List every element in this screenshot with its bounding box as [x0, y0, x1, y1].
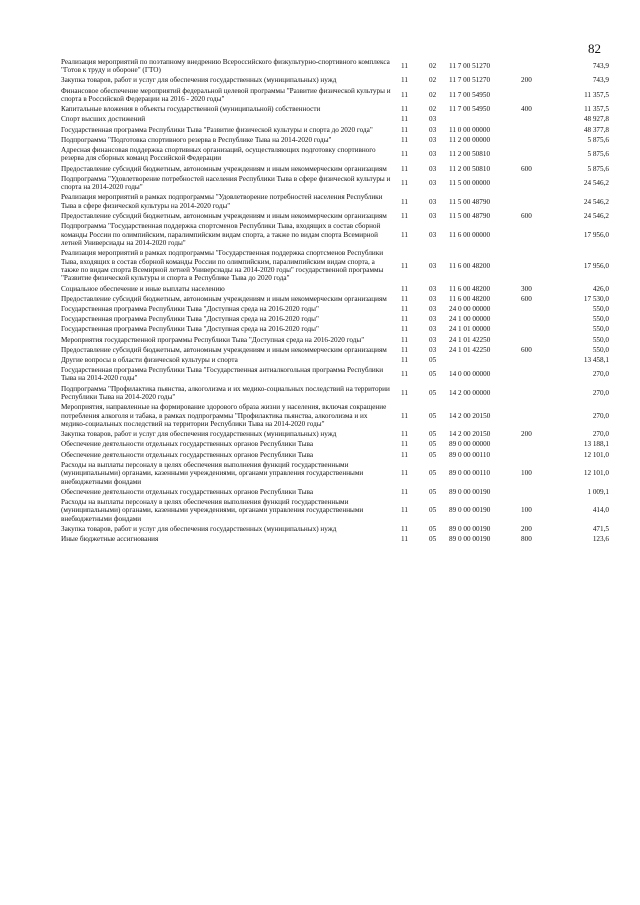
row-expense-type: 200: [521, 430, 532, 439]
row-section-code: 11: [401, 284, 408, 293]
row-description: Закупка товаров, работ и услуг для обеспечения государственных (муниципальных) нужд: [61, 76, 337, 85]
row-target-article: 24 1 01 00000: [449, 325, 491, 334]
row-expense-type: [521, 248, 551, 283]
row-subsection-code: 03: [429, 315, 437, 324]
row-amount: 270,0: [592, 388, 609, 397]
row-amount: 5 875,6: [587, 150, 609, 159]
row-amount: 24 546,2: [583, 179, 609, 187]
row-description: Капитальные вложения в объекты государственной (муниципальной) собственности: [61, 105, 321, 114]
row-section-code: 11: [401, 525, 408, 534]
row-target-article: 89 0 00 00190: [449, 525, 491, 534]
row-section-code: 11: [401, 115, 408, 124]
row-target-article: [449, 115, 521, 125]
budget-table: [61, 57, 609, 545]
row-subsection-code: 03: [429, 294, 437, 303]
row-target-article: 89 0 00 00190: [449, 487, 491, 496]
row-subsection-code: 03: [429, 335, 437, 344]
row-amount: 270,0: [592, 411, 609, 420]
row-subsection-code: 05: [429, 388, 437, 397]
row-section-code: 11: [401, 150, 408, 159]
row-expense-type: [521, 115, 551, 125]
row-amount: 414,0: [592, 506, 609, 515]
row-description: Мероприятия, направленные на формирование здорового образа жизни у населения, включая сокращение потребления алкоголя и табака, в рамках подпрограммы "Профилактика пьянства, алкоголизма и их медико-социальных последствий на территории Республики Тыва на 2014-2020 годы": [61, 403, 387, 429]
row-description: Подпрограмма "Подготовка спортивного резерва в Республике Тыва на 2014-2020 годы": [61, 135, 332, 144]
table-row: [61, 402, 609, 429]
row-expense-type: [521, 86, 551, 105]
row-subsection-code: 02: [429, 90, 437, 99]
table-row: [61, 450, 609, 460]
row-section-code: 11: [401, 440, 408, 449]
row-section-code: 11: [401, 62, 408, 71]
row-section-code: 11: [401, 506, 408, 515]
row-subsection-code: 02: [429, 105, 437, 114]
row-expense-type: 600: [521, 211, 532, 220]
row-subsection-code: 03: [429, 325, 437, 334]
row-subsection-code: 03: [429, 211, 437, 220]
row-description: Обеспечение деятельности отдельных государственных органов Республики Тыва: [61, 450, 314, 459]
row-amount: 13 458,1: [583, 355, 609, 364]
row-description: Закупка товаров, работ и услуг для обеспечения государственных (муниципальных) нужд: [61, 430, 337, 439]
table-row: [61, 355, 609, 365]
row-target-article: [449, 355, 521, 365]
table-row: [61, 487, 609, 497]
row-subsection-code: 05: [429, 525, 437, 534]
row-section-code: 11: [401, 355, 408, 364]
row-subsection-code: 05: [429, 411, 437, 420]
table-row: [61, 294, 609, 304]
row-target-article: 89 0 00 00110: [449, 469, 491, 478]
row-section-code: 11: [401, 469, 408, 478]
row-section-code: 11: [401, 76, 408, 85]
table-row: [61, 345, 609, 355]
row-section-code: 11: [401, 430, 408, 439]
row-target-article: 11 2 00 50810: [449, 164, 491, 173]
table-row: [61, 221, 609, 248]
row-subsection-code: 03: [429, 135, 437, 144]
row-subsection-code: 03: [429, 230, 437, 239]
row-subsection-code: 03: [429, 261, 437, 270]
table-row: [61, 115, 609, 125]
row-expense-type: [521, 440, 551, 450]
row-expense-type: [521, 324, 551, 334]
row-section-code: 11: [401, 135, 408, 144]
row-target-article: 89 0 00 00000: [449, 440, 491, 449]
row-description: Предоставление субсидий бюджетным, автономным учреждениям и иным некоммерческим организациям: [61, 211, 387, 220]
row-amount: 471,5: [592, 525, 609, 534]
row-amount: 550,0: [592, 345, 609, 354]
row-section-code: 11: [401, 388, 408, 397]
table-row: [61, 524, 609, 534]
row-description: Обеспечение деятельности отдельных государственных органов Республики Тыва: [61, 487, 314, 496]
row-target-article: 11 0 00 00000: [449, 125, 491, 134]
table-row: [61, 284, 609, 294]
row-description: Закупка товаров, работ и услуг для обеспечения государственных (муниципальных) нужд: [61, 525, 337, 534]
row-section-code: 11: [401, 487, 408, 496]
row-subsection-code: 05: [429, 506, 437, 515]
row-target-article: 14 2 00 00000: [449, 388, 491, 397]
row-subsection-code: 03: [429, 304, 437, 313]
budget-table-body: [61, 57, 609, 545]
row-section-code: 11: [401, 211, 408, 220]
row-amount: 11 357,5: [584, 90, 609, 99]
row-description: Мероприятия государственной программы Республики Тыва "Доступная среда на 2016-2020 годы": [61, 335, 365, 344]
table-row: [61, 335, 609, 345]
row-expense-type: [521, 193, 551, 212]
row-subsection-code: 03: [429, 115, 437, 124]
row-description: Реализация мероприятий в рамках подпрограммы "Государственная поддержка спортсменов Республики Тыва, входящих в состав сборной команды России по олимпийским, паралимпийским видам спорта, а также по видам спорта Всемирной летней Универсиады на 2014-2020 годы" государственной программы "Развитие физической культуры и спорта в Республике Тыва до 2020 года": [61, 249, 384, 283]
table-row: [61, 384, 609, 403]
row-amount: 12 101,0: [583, 469, 609, 478]
row-expense-type: 300: [521, 284, 532, 293]
row-target-article: 24 0 00 00000: [449, 304, 491, 313]
row-subsection-code: 05: [429, 355, 437, 364]
row-section-code: 11: [401, 335, 408, 344]
row-expense-type: [521, 402, 551, 429]
row-expense-type: [521, 487, 551, 497]
row-description: Государственная программа Республики Тыва "Государственная антиалкогольная программа Республики Тыва на 2014-2020 годы": [61, 366, 384, 383]
row-amount: 123,6: [592, 535, 609, 544]
row-description: Государственная программа Республики Тыва "Доступная среда на 2016-2020 годы": [61, 325, 319, 334]
row-section-code: 11: [401, 370, 408, 379]
row-section-code: 11: [401, 125, 408, 134]
row-subsection-code: 05: [429, 450, 437, 459]
row-amount: 13 188,1: [583, 440, 609, 449]
row-target-article: 11 5 00 00000: [449, 179, 491, 187]
row-target-article: 11 6 00 00000: [449, 230, 491, 239]
row-target-article: 11 7 00 51270: [449, 62, 491, 71]
row-amount: 17 530,0: [583, 294, 609, 303]
row-section-code: 11: [401, 261, 408, 270]
row-expense-type: 100: [521, 469, 532, 478]
row-target-article: 11 7 00 54950: [449, 105, 491, 114]
table-row: [61, 135, 609, 145]
row-description: Государственная программа Республики Тыва "Доступная среда на 2016-2020 годы": [61, 304, 319, 313]
row-target-article: 89 0 00 00190: [449, 535, 491, 544]
row-section-code: 11: [401, 197, 408, 206]
row-subsection-code: 02: [429, 76, 437, 85]
row-expense-type: [521, 221, 551, 248]
row-subsection-code: 03: [429, 150, 437, 159]
row-expense-type: 600: [521, 345, 532, 354]
row-expense-type: [521, 174, 551, 193]
table-row: [61, 104, 609, 114]
row-description: Государственная программа Республики Тыва "Доступная среда на 2016-2020 годы": [61, 315, 319, 324]
row-subsection-code: 05: [429, 440, 437, 449]
table-row: [61, 365, 609, 384]
row-expense-type: 800: [521, 535, 532, 544]
row-subsection-code: 05: [429, 370, 437, 379]
table-row: [61, 125, 609, 135]
row-subsection-code: 03: [429, 179, 437, 187]
table-row: [61, 429, 609, 439]
row-amount: 5 875,6: [587, 135, 609, 144]
row-target-article: 11 5 00 48790: [449, 197, 491, 206]
table-row: [61, 324, 609, 334]
row-amount: 270,0: [592, 430, 609, 439]
row-expense-type: [521, 355, 551, 365]
row-description: Предоставление субсидий бюджетным, автономным учреждениям и иным некоммерческим организациям: [61, 345, 387, 354]
row-target-article: 14 2 00 20150: [449, 430, 491, 439]
row-target-article: 89 0 00 00110: [449, 450, 491, 459]
row-expense-type: 200: [521, 525, 532, 534]
row-expense-type: [521, 365, 551, 384]
row-amount: 550,0: [592, 304, 609, 313]
row-target-article: 11 6 00 48200: [449, 284, 491, 293]
row-subsection-code: 03: [429, 345, 437, 354]
row-description: Спорт высших достижений: [61, 115, 146, 124]
row-amount: 17 956,0: [583, 230, 609, 239]
row-expense-type: [521, 384, 551, 403]
row-target-article: 14 2 00 20150: [449, 411, 491, 420]
row-expense-type: [521, 57, 551, 76]
row-subsection-code: 05: [429, 535, 437, 544]
row-target-article: 11 7 00 54950: [449, 90, 491, 99]
row-section-code: 11: [401, 294, 408, 303]
table-row: [61, 248, 609, 283]
row-subsection-code: 03: [429, 197, 437, 206]
row-section-code: 11: [401, 179, 408, 187]
row-description: Подпрограмма "Государственная поддержка спортсменов Республики Тыва, входящих в состав сборной команды России по олимпийским, паралимпийским видам спорта, а также по видам спорта Всемирной летней Универсиады на 2014-2020 годы": [61, 222, 381, 247]
row-amount: 550,0: [592, 335, 609, 344]
row-expense-type: [521, 304, 551, 314]
table-row: [61, 76, 609, 86]
row-description: Государственная программа Республики Тыва "Развитие физической культуры и спорта до 2020 года": [61, 125, 373, 134]
row-section-code: 11: [401, 325, 408, 334]
table-row: [61, 164, 609, 174]
row-section-code: 11: [401, 230, 408, 239]
row-amount: 743,9: [592, 76, 609, 85]
row-section-code: 11: [401, 304, 408, 313]
row-amount: 12 101,0: [583, 450, 609, 459]
row-amount: 743,9: [592, 62, 609, 71]
row-description: Подпрограмма "Профилактика пьянства, алкоголизма и их медико-социальных последствий на территории Республики Тыва на 2014-2020 годы": [61, 384, 390, 402]
row-description: Другие вопросы в области физической культуры и спорта: [61, 355, 238, 364]
row-expense-type: 400: [521, 105, 532, 114]
row-target-article: 89 0 00 00190: [449, 506, 491, 515]
row-target-article: 11 6 00 48200: [449, 294, 491, 303]
row-amount: 1 009,1: [587, 487, 609, 496]
row-amount: 5 875,6: [587, 164, 609, 173]
row-amount: 550,0: [592, 315, 609, 324]
row-expense-type: [521, 135, 551, 145]
row-subsection-code: 03: [429, 164, 437, 173]
row-amount: 24 546,2: [583, 211, 609, 220]
row-description: Социальное обеспечение и иные выплаты населению: [61, 284, 225, 293]
row-description: Предоставление субсидий бюджетным, автономным учреждениям и иным некоммерческим организациям: [61, 164, 387, 173]
row-expense-type: 100: [521, 506, 532, 515]
row-target-article: 24 1 01 42250: [449, 345, 491, 354]
table-row: [61, 86, 609, 105]
table-row: [61, 534, 609, 544]
row-subsection-code: 03: [429, 284, 437, 293]
table-row: [61, 211, 609, 221]
row-amount: 48 377,8: [583, 125, 609, 134]
row-section-code: 11: [401, 411, 408, 420]
row-target-article: 24 1 00 00000: [449, 315, 491, 324]
row-description: Расходы на выплаты персоналу в целях обеспечения выполнения функций государственными (муниципальными) органами, казенными учреждениями, органами управления государственными внебюджетными фондами: [61, 460, 364, 486]
table-row: [61, 57, 609, 76]
row-expense-type: 600: [521, 164, 532, 173]
row-expense-type: [521, 125, 551, 135]
row-expense-type: 200: [521, 76, 532, 85]
row-description: Обеспечение деятельности отдельных государственных органов Республики Тыва: [61, 440, 314, 449]
row-expense-type: [521, 450, 551, 460]
page-number: 82: [588, 41, 601, 56]
row-section-code: 11: [401, 164, 408, 173]
row-amount: 11 357,5: [584, 105, 609, 114]
row-amount: 24 546,2: [583, 197, 609, 206]
row-description: Подпрограмма "Удовлетворение потребностей населения Республики Тыва в сфере физической культуры и спорта на 2014-2020 годы": [61, 174, 391, 192]
row-description: Расходы на выплаты персоналу в целях обеспечения выполнения функций государственными (муниципальными) органами, казенными учреждениями, органами управления государственными внебюджетными фондами: [61, 498, 364, 523]
row-description: Предоставление субсидий бюджетным, автономным учреждениям и иным некоммерческим организациям: [61, 294, 387, 303]
row-target-article: 11 7 00 51270: [449, 76, 491, 85]
table-row: [61, 314, 609, 324]
row-subsection-code: 05: [429, 487, 437, 496]
row-subsection-code: 02: [429, 62, 437, 71]
row-subsection-code: 05: [429, 469, 437, 478]
row-amount: 17 956,0: [583, 261, 609, 270]
row-amount: 426,0: [592, 284, 609, 293]
row-amount: 48 927,8: [583, 115, 609, 124]
row-amount: 270,0: [592, 370, 609, 379]
row-target-article: 11 5 00 48790: [449, 211, 491, 220]
row-section-code: 11: [401, 535, 408, 544]
table-row: [61, 174, 609, 193]
row-expense-type: [521, 335, 551, 345]
row-target-article: 11 2 00 50810: [449, 150, 491, 159]
row-expense-type: 600: [521, 294, 532, 303]
row-description: Реализация мероприятий в рамках подпрограммы "Удовлетворение потребностей населения Республики Тыва в сфере физической культуры на 2014-2020 годы": [61, 193, 383, 210]
row-section-code: 11: [401, 345, 408, 354]
row-description: Адресная финансовая поддержка спортивных организаций, осуществляющих подготовку спортивного резерва для сборных команд Российской Федерации: [61, 146, 376, 163]
row-section-code: 11: [401, 105, 408, 114]
table-row: [61, 460, 609, 487]
row-description: Финансовое обеспечение мероприятий федеральной целевой программы "Развитие физической культуры и спорта в Российской Федерации на 2016 - 2020 годы": [61, 86, 391, 104]
row-subsection-code: 05: [429, 430, 437, 439]
row-description: Реализация мероприятий по поэтапному внедрению Всероссийского физкультурно-спортивного комплекса "Готов к труду и обороне" (ГТО): [61, 57, 390, 75]
table-row: [61, 497, 609, 524]
row-section-code: 11: [401, 90, 408, 99]
row-expense-type: [521, 145, 551, 164]
row-target-article: 24 1 01 42250: [449, 335, 491, 344]
row-description: Иные бюджетные ассигнования: [61, 535, 159, 544]
row-amount: 550,0: [592, 325, 609, 334]
table-row: [61, 145, 609, 164]
row-target-article: 14 0 00 00000: [449, 370, 491, 379]
row-section-code: 11: [401, 315, 408, 324]
row-expense-type: [521, 314, 551, 324]
row-target-article: 11 6 00 48200: [449, 261, 491, 270]
table-row: [61, 440, 609, 450]
row-section-code: 11: [401, 450, 408, 459]
row-subsection-code: 03: [429, 125, 437, 134]
table-row: [61, 304, 609, 314]
table-row: [61, 193, 609, 212]
row-target-article: 11 2 00 00000: [449, 135, 491, 144]
